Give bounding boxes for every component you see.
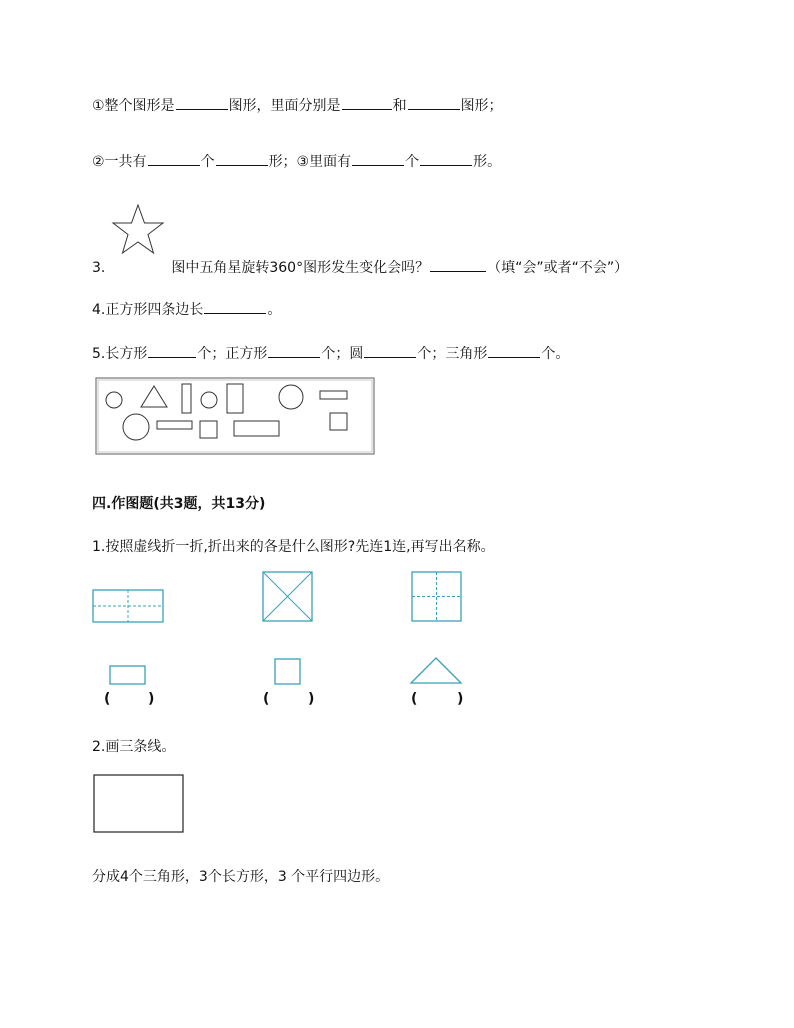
q2-line1 [92, 94, 503, 116]
q4-end: 。 [267, 302, 282, 318]
answer-blank[interactable] [352, 150, 404, 166]
answer-blank[interactable] [364, 342, 416, 358]
result-square [275, 659, 300, 684]
draw-rectangle-figure[interactable] [93, 774, 185, 834]
q2-line2 [92, 150, 501, 172]
answer-blank[interactable] [268, 342, 320, 358]
paren-close: ) [148, 691, 155, 707]
answer-blank[interactable] [148, 150, 200, 166]
answer-blank[interactable] [148, 342, 196, 358]
paren-close: ) [457, 691, 464, 707]
result-rectangle [110, 666, 145, 684]
q2-line2-text-b: 个 [200, 154, 215, 170]
paren-open: ( [263, 691, 270, 707]
q5-text-b: 个；正方形 [197, 346, 268, 362]
answer-blank[interactable] [488, 342, 540, 358]
q5-text-a: 5.长方形 [92, 346, 148, 362]
q5-text-c: 个；圆 [321, 346, 364, 362]
q2-line2-text-d: 个 [405, 154, 420, 170]
q3-hint: （填“会”或者“不会”） [487, 260, 629, 276]
paren-close: ) [308, 691, 315, 707]
q5-text-e: 个。 [541, 346, 570, 362]
q5-text-d: 个；三角形 [417, 346, 488, 362]
q2-line1-text-c: 和 [392, 98, 407, 114]
q3-line [92, 256, 628, 278]
section-heading: 四.作图题(共3题，共13分) [92, 496, 266, 512]
result-triangle [411, 658, 461, 683]
draw1-text: 1.按照虚线折一折,折出来的各是什么图形?先连1连,再写出名称。 [92, 539, 495, 555]
q2-line2-text-c: 形；③里面有 [268, 154, 352, 170]
q2-line2-text-e: 形。 [473, 154, 502, 170]
q3-number: 3. [92, 260, 106, 276]
answer-blank[interactable] [204, 298, 266, 314]
paren-open: ( [411, 691, 418, 707]
paren-open: ( [104, 691, 111, 707]
q2-line1-text-b: 图形，里面分别是 [228, 98, 341, 114]
answer-blank[interactable] [420, 150, 472, 166]
draw2-caption: 分成4个三角形，3个长方形，3 个平行四边形。 [92, 869, 390, 885]
answer-blank[interactable] [216, 150, 268, 166]
five-point-star-figure [110, 203, 166, 257]
answer-blank[interactable] [176, 94, 228, 110]
fold-figures [92, 570, 472, 690]
q2-line1-text-a: ①整个图形是 [92, 98, 175, 114]
q2-line2-text-a: ②一共有 [92, 154, 147, 170]
q2-line1-text-d: 图形； [460, 98, 503, 114]
answer-blank[interactable] [430, 256, 486, 272]
q3-text: 图中五角星旋转360°图形发生变化会吗？ [171, 260, 430, 276]
q4-text: 4.正方形四条边长 [92, 302, 204, 318]
answer-blank[interactable] [408, 94, 460, 110]
shapes-panel [94, 376, 376, 456]
draw2-text: 2.画三条线。 [92, 739, 176, 755]
answer-blank[interactable] [342, 94, 392, 110]
q4-line [92, 298, 281, 320]
q5-line [92, 342, 569, 364]
